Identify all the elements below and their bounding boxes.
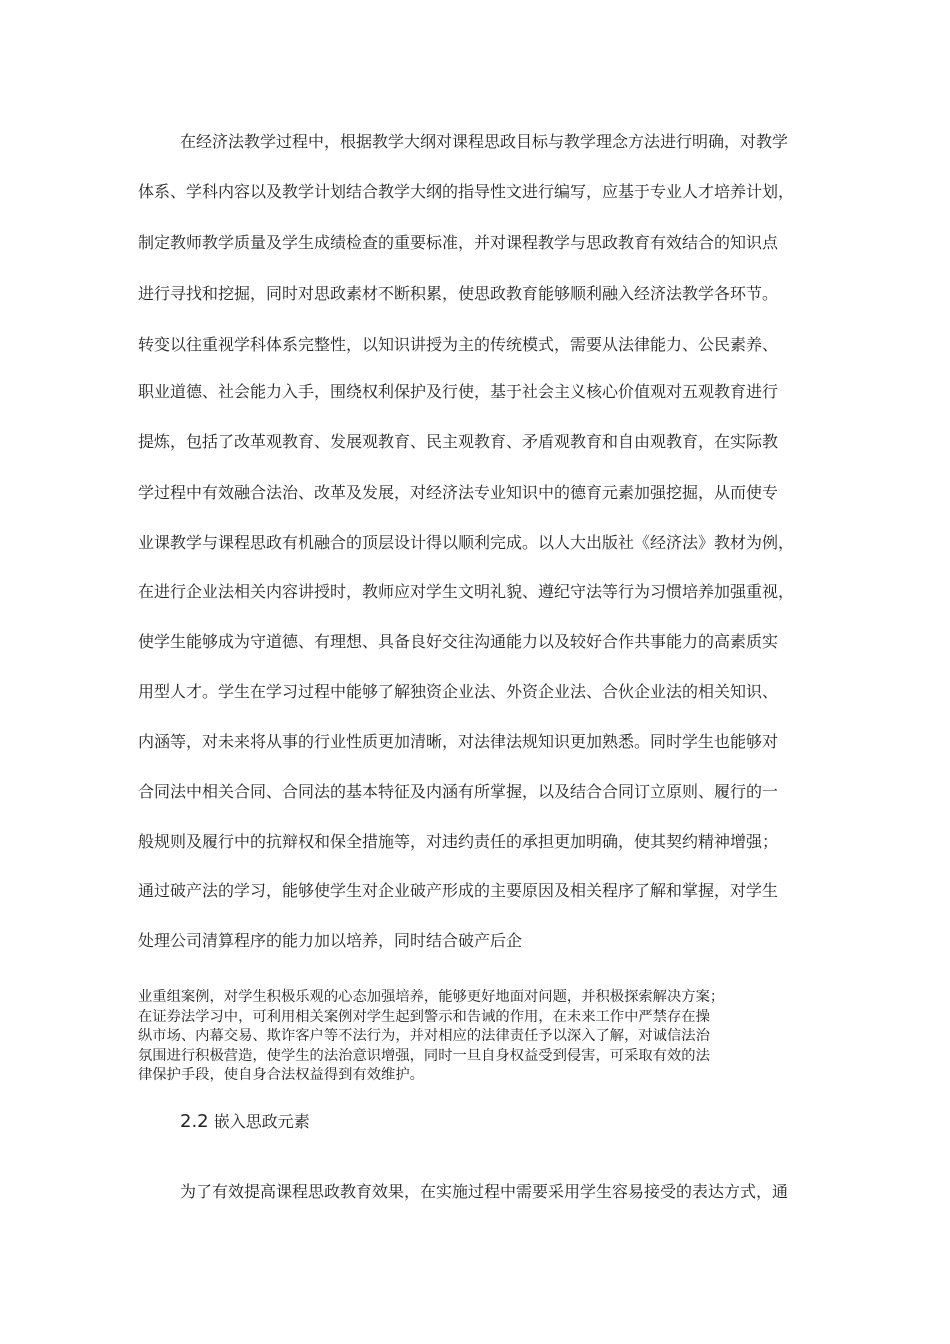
paragraph-1-line: 体系、学科内容以及教学计划结合教学大纲的指导性文进行编写，应基于专业人才培养计划， xyxy=(138,182,795,201)
paragraph-2-line: 纵市场、内幕交易、欺诈客户等不法行为，并对相应的法律责任予以深入了解，对诚信法治 xyxy=(138,1028,710,1045)
paragraph-1-line: 用型人才。学生在学习过程中能够了解独资企业法、外资企业法、合伙企业法的相关知识、 xyxy=(138,682,779,701)
paragraph-2-line: 业重组案例，对学生积极乐观的心态加强培养，能够更好地面对问题，并积极探索解决方案； xyxy=(138,989,725,1005)
paragraph-1-line: 使学生能够成为守道德、有理想、具备良好交往沟通能力以及较好合作共事能力的高素质实 xyxy=(138,632,779,651)
paragraph-3-line: 为了有效提高课程思政教育效果，在实施过程中需要采用学生容易接受的表达方式，通 xyxy=(180,1182,789,1201)
paragraph-1-line: 通过破产法的学习，能够使学生对企业破产形成的主要原因及相关程序了解和掌握，对学生 xyxy=(138,881,779,900)
paragraph-1-line: 学过程中有效融合法治、改革及发展，对经济法专业知识中的德育元素加强挖掘，从而使专 xyxy=(138,483,779,502)
paragraph-2 xyxy=(138,988,828,1086)
paragraph-1-line: 进行寻找和挖掘，同时对思政素材不断积累，使思政教育能够顺利融入经济法教学各环节。 xyxy=(138,284,779,303)
section-heading xyxy=(180,1111,310,1133)
paragraph-1-line: 制定教师教学质量及学生成绩检查的重要标准，并对课程教学与思政教育有效结合的知识点 xyxy=(138,233,779,252)
paragraph-1-line: 职业道德、社会能力入手，围绕权利保护及行使，基于社会主义核心价值观对五观教育进行 xyxy=(138,382,779,401)
paragraph-1-line: 在经济法教学过程中，根据教学大纲对课程思政目标与教学理念方法进行明确，对教学 xyxy=(180,132,789,151)
paragraph-2-line: 在证券法学习中，可利用相关案例对学生起到警示和告诫的作用，在未来工作中严禁存在操 xyxy=(138,1008,710,1025)
paragraph-1-line: 处理公司清算程序的能力加以培养，同时结合破产后企 xyxy=(138,931,523,950)
paragraph-1-line: 在进行企业法相关内容讲授时，教师应对学生文明礼貌、遵纪守法等行为习惯培养加强重视， xyxy=(138,582,795,601)
paragraph-1-line: 内涵等，对未来将从事的行业性质更加清晰，对法律法规知识更加熟悉。同时学生也能够对 xyxy=(138,732,779,751)
section-title: 嵌入思政元素 xyxy=(213,1112,310,1131)
paragraph-1-line: 合同法中相关合同、合同法的基本特征及内涵有所掌握，以及结合合同订立原则、履行的一 xyxy=(138,782,779,801)
paragraph-1-line: 业课教学与课程思政有机融合的顶层设计得以顺利完成。以人大出版社《经济法》教材为例， xyxy=(138,533,795,552)
paragraph-1-line: 提炼，包括了改革观教育、发展观教育、民主观教育、矛盾观教育和自由观教育，在实际教 xyxy=(138,432,779,451)
paragraph-1-line: 转变以往重视学科体系完整性，以知识讲授为主的传统模式，需要从法律能力、公民素养、 xyxy=(138,335,779,354)
paragraph-2-line: 律保护手段，使自身合法权益得到有效维护。 xyxy=(138,1067,424,1084)
paragraph-2-line: 氛围进行积极营造，使学生的法治意识增强，同时一旦自身权益受到侵害，可采取有效的法 xyxy=(138,1047,710,1064)
section-number: 2.2 xyxy=(180,1111,209,1132)
paragraph-1-line: 般规则及履行中的抗辩权和保全措施等，对违约责任的承担更加明确，使其契约精神增强； xyxy=(138,832,779,851)
